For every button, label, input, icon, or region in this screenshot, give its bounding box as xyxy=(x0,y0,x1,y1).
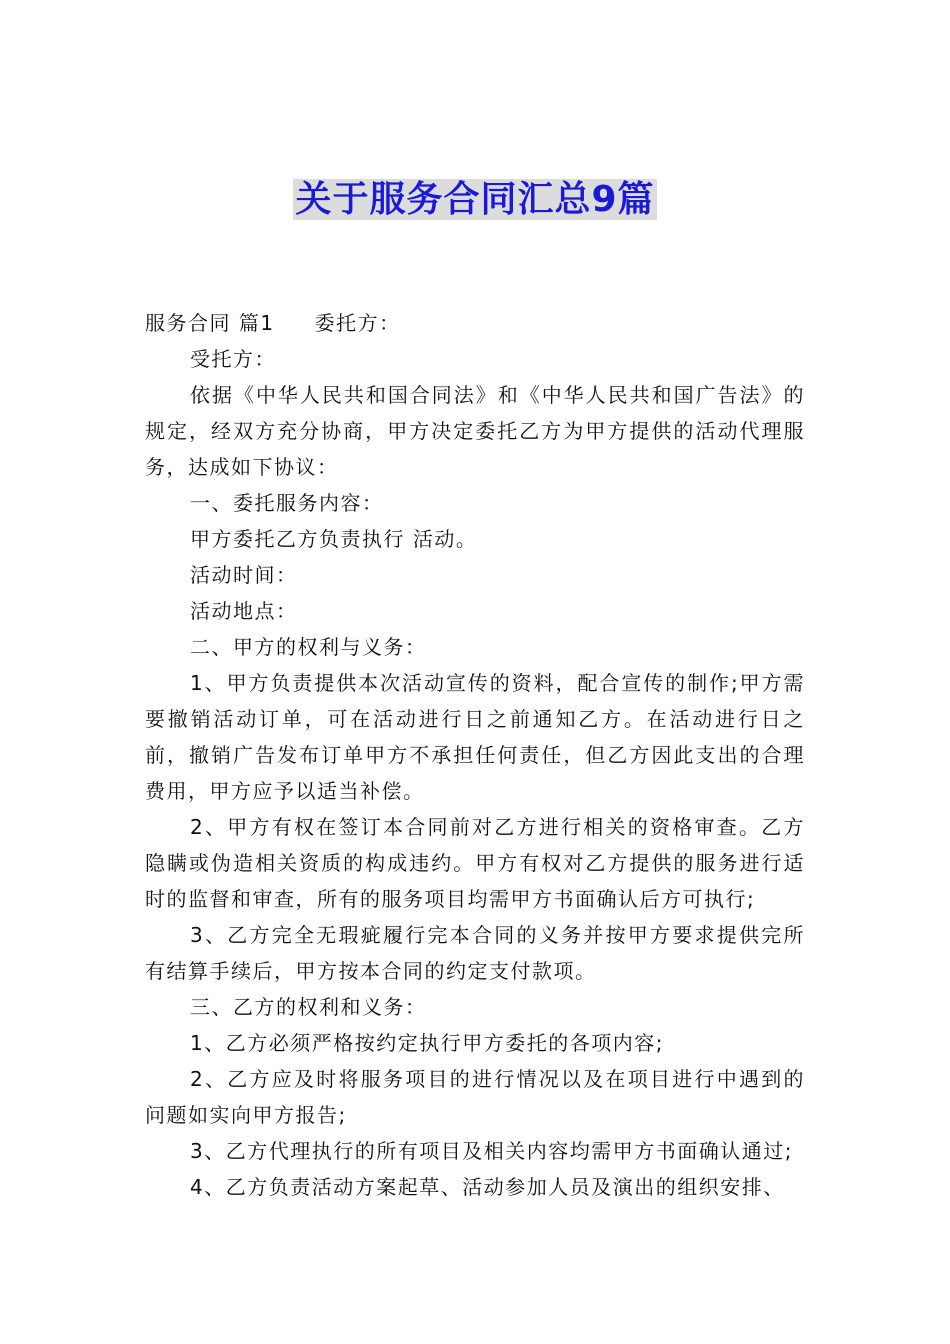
client-label: 委托方： xyxy=(314,311,401,335)
section-heading: 服务合同 篇1 xyxy=(145,311,275,335)
paragraph: 活动地点： xyxy=(190,599,298,623)
paragraph: 受托方： xyxy=(190,347,276,371)
paragraph: 活动时间： xyxy=(190,563,298,587)
paragraph: 4、乙方负责活动方案起草、活动参加人员及演出的组织安排、 xyxy=(190,1175,785,1199)
document-body xyxy=(145,305,805,1205)
document-title xyxy=(0,178,950,222)
paragraph: 2、甲方有权在签订本合同前对乙方进行相关的资格审查。乙方隐瞒或伪造相关资质的构成违约。甲方有权对乙方提供的服务进行适时的监督和审查，所有的服务项目均需甲方书面确认后方可执行; xyxy=(145,815,805,911)
paragraph: 2、乙方应及时将服务项目的进行情况以及在项目进行中遇到的问题如实向甲方报告; xyxy=(145,1067,805,1127)
title-text: 关于服务合同汇总9篇 xyxy=(295,179,655,220)
paragraph: 1、甲方负责提供本次活动宣传的资料，配合宣传的制作;甲方需要撤销活动订单，可在活动进行日之前通知乙方。在活动进行日之前，撤销广告发布订单甲方不承担任何责任，但乙方因此支出的合理费用，甲方应予以适当补偿。 xyxy=(145,671,805,803)
paragraph: 依据《中华人民共和国合同法》和《中华人民共和国广告法》的规定，经双方充分协商，甲方决定委托乙方为甲方提供的活动代理服务，达成如下协议： xyxy=(145,383,805,479)
paragraph: 一、委托服务内容： xyxy=(190,491,384,515)
paragraph: 3、乙方代理执行的所有项目及相关内容均需甲方书面确认通过; xyxy=(190,1139,793,1163)
paragraph: 3、乙方完全无瑕疵履行完本合同的义务并按甲方要求提供完所有结算手续后，甲方按本合同的约定支付款项。 xyxy=(145,923,805,983)
paragraph: 1、乙方必须严格按约定执行甲方委托的各项内容; xyxy=(190,1031,664,1055)
paragraph: 三、乙方的权利和义务： xyxy=(190,995,427,1019)
paragraph: 二、甲方的权利与义务： xyxy=(190,635,427,659)
paragraph: 甲方委托乙方负责执行 活动。 xyxy=(190,527,478,551)
paragraph xyxy=(145,305,805,341)
